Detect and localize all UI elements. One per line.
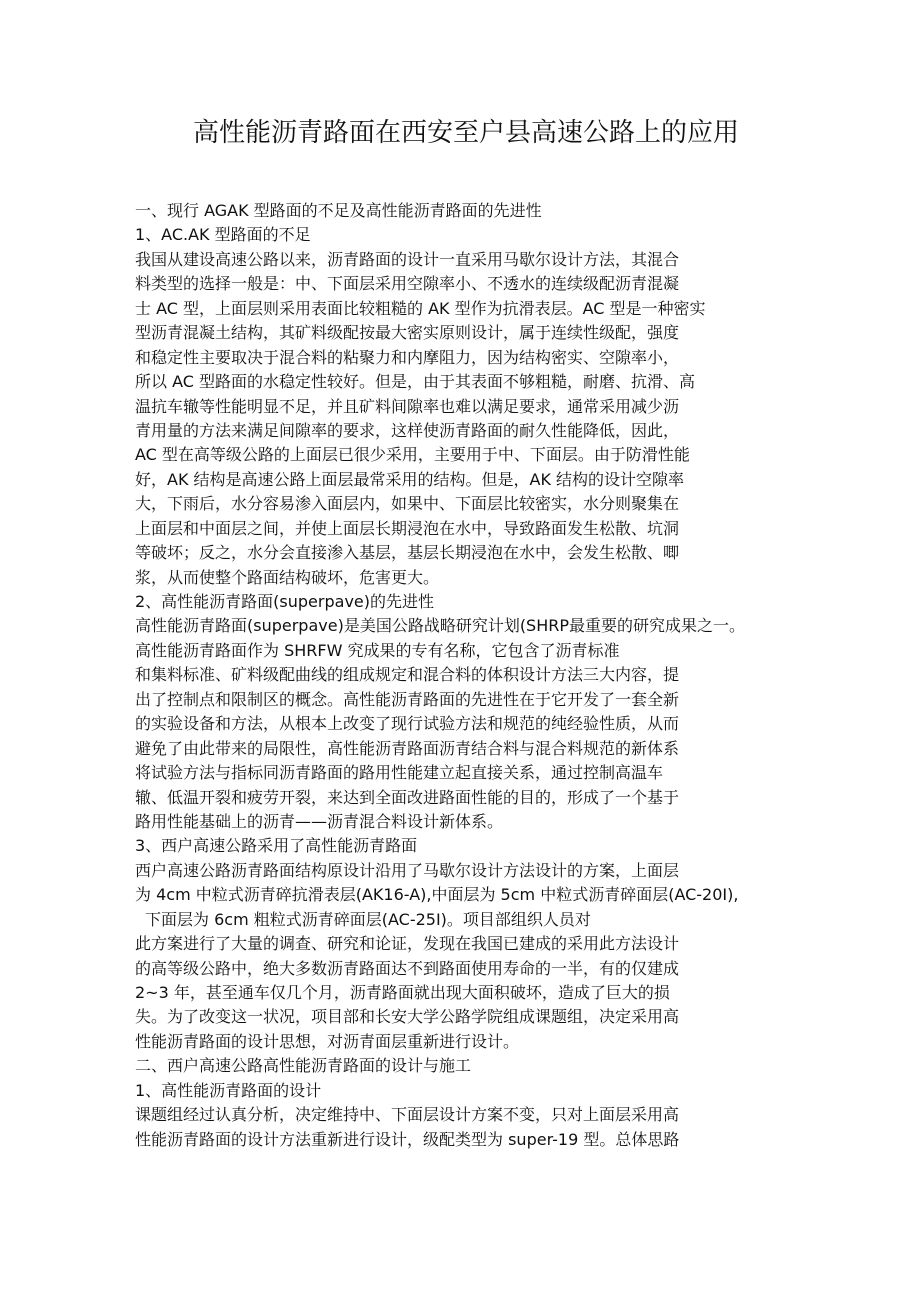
text-line: 2~3 年，甚至通车仅几个月，沥青路面就出现大面积破坏，造成了巨大的损 [135, 983, 670, 1002]
text-line: 好，AK 结构是高速公路上面层最常采用的结构。但是，AK 结构的设计空隙率 [135, 469, 685, 489]
text-line: 等破坏；反之，水分会直接渗入基层，基层长期浸泡在水中，会发生松散、唧 [135, 543, 680, 563]
text-line: 西户高速公路沥青路面结构原设计沿用了马歇尔设计方法设计的方案，上面层 [135, 860, 680, 880]
text-line: 性能沥青路面的设计方法重新进行设计，级配类型为 super-19 型。总体思路 [135, 1129, 680, 1149]
text-line: 料类型的选择一般是：中、下面层采用空隙率小、不透水的连续级配沥青混凝 [135, 274, 680, 294]
text-line: 我国从建设高速公路以来，沥青路面的设计一直采用马歇尔设计方法，其混合 [135, 249, 680, 269]
text-line: 一、现行 AGAK 型路面的不足及高性能沥青路面的先进性 [135, 201, 542, 220]
text-line: 温抗车辙等性能明显不足，并且矿料间隙率也难以满足要求，通常采用减少沥 [135, 396, 680, 416]
text-line: 性能沥青路面的设计思想，对沥青面层重新进行设计。 [135, 1031, 520, 1051]
text-line: 浆，从而使整个路面结构破坏，危害更大。 [135, 567, 440, 587]
text-line: 士 AC 型，上面层则采用表面比较粗糙的 AK 型作为抗滑表层。AC 型是一种密实 [135, 298, 706, 318]
document-title: 高性能沥青路面在西安至户县高速公路上的应用 [192, 118, 739, 148]
text-line: 1、AC.AK 型路面的不足 [135, 225, 311, 245]
text-line: 课题组经过认真分析，决定维持中、下面层设计方案不变，只对上面层采用高 [135, 1105, 680, 1125]
text-line: 和集料标准、矿料级配曲线的组成规定和混合料的体积设计方法三大内容，提 [135, 665, 680, 685]
text-line: 所以 AC 型路面的水稳定性较好。但是，由于其表面不够粗糙，耐磨、抗滑、高 [135, 372, 696, 392]
text-line: 此方案进行了大量的调查、研究和论证，发现在我国已建成的采用此方法设计 [135, 934, 680, 954]
text-line: 辙、低温开裂和疲劳开裂，来达到全面改进路面性能的目的，形成了一个基于 [135, 787, 680, 807]
document-body [135, 199, 745, 1152]
text-line: 型沥青混凝土结构，其矿料级配按最大密实原则设计，属于连续性级配，强度 [135, 323, 680, 343]
text-line: 为 4cm 中粒式沥青碎抗滑表层(AK16-A),中面层为 5cm 中粒式沥青碎面层(AC-20I), [135, 885, 739, 905]
text-line: 1、高性能沥青路面的设计 [135, 1080, 322, 1100]
text-line: 和稳定性主要取决于混合料的粘聚力和内摩阻力，因为结构密实、空隙率小， [135, 347, 680, 367]
text-line: 出了控制点和限制区的概念。高性能沥青路面的先进性在于它开发了一套全新 [135, 689, 680, 709]
text-line: 上面层和中面层之间，并使上面层长期浸泡在水中，导致路面发生松散、坑洞 [135, 518, 680, 538]
text-line: 高性能沥青路面(superpave)是美国公路战略研究计划(SHRP最重要的研究成果之一。 [135, 616, 746, 636]
text-line: 3、西户高速公路采用了高性能沥青路面 [135, 836, 418, 856]
text-line: 高性能沥青路面作为 SHRFW 究成果的专有名称，它包含了沥青标准 [135, 640, 620, 660]
text-line: 2、高性能沥青路面(superpave)的先进性 [135, 592, 434, 611]
text-line: 的高等级公路中，绝大多数沥青路面达不到路面使用寿命的一半，有的仅建成 [135, 958, 680, 978]
text-line: 失。为了改变这一状况，项目部和长安大学公路学院组成课题组，决定采用高 [135, 1007, 680, 1027]
text-line: 将试验方法与指标同沥青路面的路用性能建立起直接关系，通过控制高温车 [135, 763, 664, 783]
text-line: 路用性能基础上的沥青——沥青混合料设计新体系。 [135, 811, 504, 831]
text-line: 大，下雨后，水分容易渗入面层内，如果中、下面层比较密实，水分则聚集在 [135, 494, 680, 514]
text-line: 的实验设备和方法，从根本上改变了现行试验方法和规范的纯经验性质，从而 [135, 714, 680, 734]
text-line: AC 型在高等级公路的上面层已很少采用，主要用于中、下面层。由于防滑性能 [135, 445, 690, 465]
text-line: 下面层为 6cm 粗粒式沥青碎面层(AC-25I)。项目部组织人员对 [145, 909, 591, 929]
text-line: 避免了由此带来的局限性，高性能沥青路面沥青结合料与混合料规范的新体系 [135, 738, 680, 758]
text-line: 青用量的方法来满足间隙率的要求，这样使沥青路面的耐久性能降低，因此， [135, 420, 680, 440]
text-line: 二、西户高速公路高性能沥青路面的设计与施工 [135, 1056, 472, 1076]
